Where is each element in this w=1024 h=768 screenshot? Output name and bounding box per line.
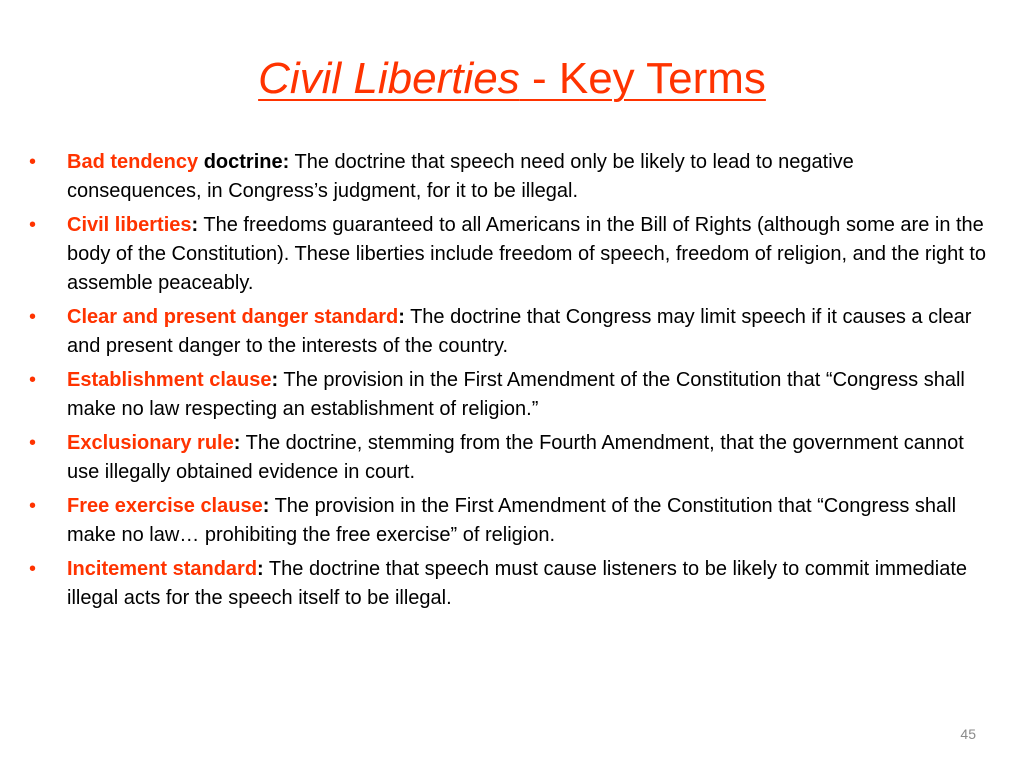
bullet-icon: • [29,558,37,580]
term-colon: : [262,495,270,517]
term-item [26,429,992,487]
term-definition: The provision in the First Amendment of the Constitution that “Congress shall make no law… prohibiting the free exercise” of religion. [67,495,957,546]
term-name: Incitement standard [67,558,258,580]
bullet-icon: • [29,151,37,173]
bullet-icon: • [29,369,37,391]
term-definition: The doctrine that Congress may limit speech if it causes a clear and present danger to the interests of the country. [67,306,972,357]
term-item [26,211,992,298]
term-definition: The doctrine, stemming from the Fourth Amendment, that the government cannot use illegally obtained evidence in court. [67,432,964,483]
bullet-icon: • [29,214,37,236]
term-item [26,492,992,550]
slide-content [26,148,992,618]
term-name: Clear and present danger standard [67,306,399,328]
term-definition: The freedoms guaranteed to all Americans in the Bill of Rights (although some are in the body of the Constitution). These liberties include freedom of speech, freedom of religion, and the right to assemble peaceably. [67,214,987,294]
bullet-icon: • [29,495,37,517]
page-number: 45 [960,726,976,742]
bullet-icon: • [29,306,37,328]
term-item [26,303,992,361]
term-colon: : [271,369,279,391]
term-name: Civil liberties [67,214,192,236]
term-extra: doctrine [203,151,283,173]
term-item [26,366,992,424]
bullet-icon: • [29,432,37,454]
term-definition: The doctrine that speech must cause listeners to be likely to commit immediate illegal acts for the speech itself to be illegal. [67,558,968,609]
term-definition: The doctrine that speech need only be likely to lead to negative consequences, in Congress’s judgment, for it to be illegal. [67,151,854,202]
term-item [26,148,992,206]
term-definition: The provision in the First Amendment of the Constitution that “Congress shall make no law respecting an establishment of religion.” [67,369,965,420]
term-colon: : [398,306,405,328]
term-colon: : [191,214,199,236]
term-colon: : [233,432,241,454]
term-name: Exclusionary rule [67,432,234,454]
title-rest-part: - Key Terms [519,54,766,103]
title-italic-part: Civil Liberties [258,54,520,103]
term-item [26,555,992,613]
term-name: Bad tendency [67,151,199,173]
term-colon: : [282,151,290,173]
term-colon: : [257,558,264,580]
slide-title [0,50,1024,108]
terms-list [26,148,992,613]
term-name: Free exercise clause [67,495,263,517]
term-name: Establishment clause [67,369,272,391]
